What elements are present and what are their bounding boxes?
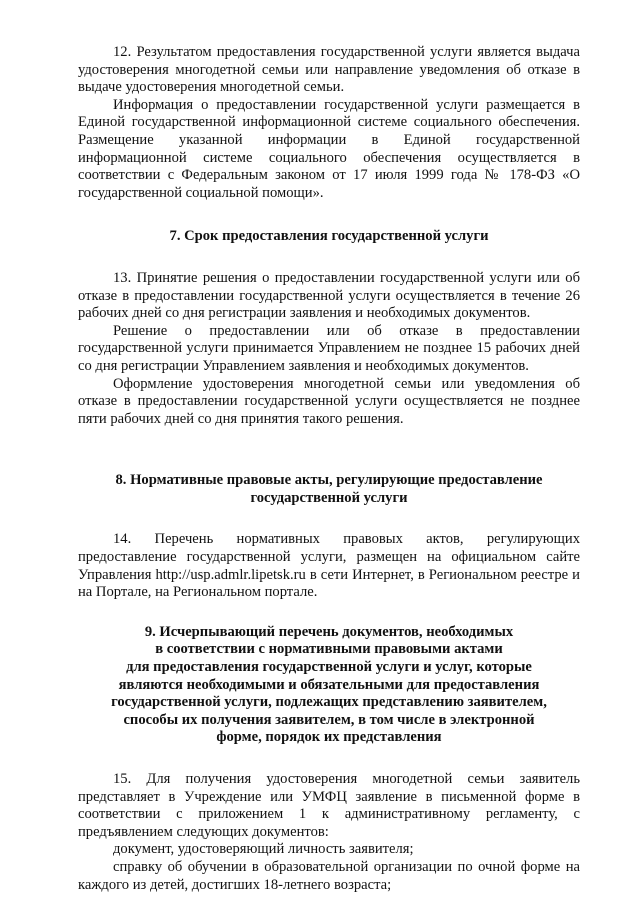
section-9-heading-line: 9. Исчерпывающий перечень документов, необходимых [144, 623, 514, 640]
paragraph-decision-term: Решение о предоставлении или об отказе в предоставлении государственной услуги принимается Управлением не позднее 15 рабочих дней со дня регистрации Управлением заявления и необходимых документов. [78, 322, 580, 374]
paragraph-15: 15. Для получения удостоверения многодетной семьи заявитель представляет в Учреждение или УМФЦ заявление в письменной форме в соответствии с приложением 1 к административному регламенту, с предъявлением следующих документов: [78, 771, 580, 840]
section-9-heading-line: для предоставления государственной услуги и услуг, которые [126, 659, 532, 676]
section-9-heading-line: форме, порядок их представления [216, 729, 442, 746]
paragraph-12: 12. Результатом предоставления государственной услуги является выдача удостоверения многодетной семьи или направление уведомления об отказе в выдаче удостоверения многодетной семьи. [78, 44, 580, 96]
section-7-heading: 7. Срок предоставления государственной услуги [169, 228, 489, 245]
section-9-heading-line: в соответствии с нормативными правовыми актами [155, 641, 503, 658]
paragraph-14: 14. Перечень нормативных правовых актов, регулирующих предоставление государственной услуги, размещен на официальном сайте Управления http://usp.admlr.lipetsk.ru в сети Интернет, в Региональном реестре и на Портале, на Региональном портале. [78, 531, 580, 601]
document-page [78, 44, 580, 894]
section-8-heading-line: 8. Нормативные правовые акты, регулирующие предоставление [115, 472, 543, 489]
paragraph-issuance-term: Оформление удостоверения многодетной семьи или уведомления об отказе в предоставлении государственной услуги осуществляется не позднее пяти рабочих дней со дня принятия такого решения. [78, 375, 580, 427]
section-9-heading-line: государственной услуги, подлежащих представлению заявителем, [111, 694, 547, 711]
section-8-heading [78, 472, 580, 507]
paragraph-info-egisso: Информация о предоставлении государственной услуги размещается в Единой государственной информационной системе социального обеспечения. Размещение указанной информации в Единой государственной информационной системе социального обеспечения осуществляется в соответствии с Федеральным законом от 17 июля 1999 года № 178-ФЗ «О государственной социальной помощи». [78, 96, 580, 201]
list-item-education-certificate: справку об обучении в образовательной организации по очной форме на каждого из детей, достигших 18-летнего возраста; [78, 858, 580, 893]
section-8-heading-line: государственной услуги [250, 489, 408, 506]
section-9-heading [78, 624, 580, 747]
section-9-heading-line: способы их получения заявителем, в том числе в электронной [123, 711, 535, 728]
list-item-identity-document: документ, удостоверяющий личность заявителя; [113, 841, 414, 858]
section-9-heading-line: являются необходимыми и обязательными для предоставления [118, 676, 540, 693]
paragraph-13: 13. Принятие решения о предоставлении государственной услуги или об отказе в предоставлении государственной услуги осуществляется в течение 26 рабочих дней со дня регистрации заявления и необходимых документов. [78, 269, 580, 322]
